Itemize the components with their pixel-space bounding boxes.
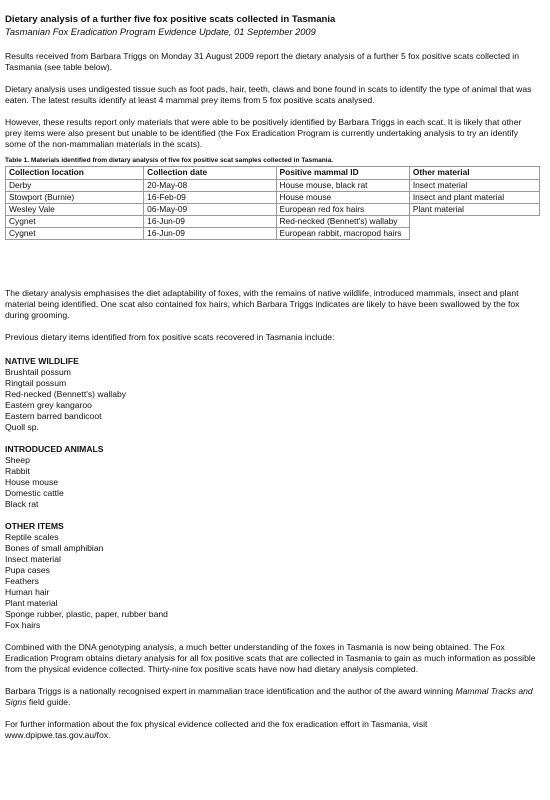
cell-date: 16-Jun-09: [144, 216, 276, 228]
header-collection-location: Collection location: [6, 167, 144, 180]
list-item: Feathers: [5, 576, 39, 586]
table-header-row: [6, 167, 540, 180]
closing-paragraph-3: [5, 719, 540, 741]
list-item: Sponge rubber, plastic, paper, rubber band: [5, 609, 168, 619]
body-paragraph-2: Previous dietary items identified from fox positive scats recovered in Tasmania include:: [5, 332, 335, 342]
table-row: [6, 228, 540, 240]
cell-location: Cygnet: [6, 228, 144, 240]
cell-location: Derby: [6, 180, 144, 192]
document-subtitle: Tasmanian Fox Eradication Program Evidence Update, 01 September 2009: [5, 27, 316, 37]
intro-paragraph-1: Results received from Barbara Triggs on Monday 31 August 2009 report the dietary analysis of a further 5 fox positive scats collected in Tasmania (see table below).: [5, 51, 519, 72]
results-table: [5, 166, 540, 240]
list-item: Reptile scales: [5, 532, 59, 542]
list-item: Pupa cases: [5, 565, 50, 575]
closing-paragraph-1: Combined with the DNA genotyping analysis, a much better understanding of the foxes in Tasmania is now being obtained. The Fox Eradication Program obtains dietary analysis for all fox positive scats that are collected in Tasmania to gain as much information as possible from the physical evidence collected. Thirty-nine fox positive scats have now had dietary analysis completed.: [5, 642, 536, 674]
closing-text-pre: Barbara Triggs is a nationally recognised expert in mammalian trace identification and the author of the award winning: [5, 686, 456, 696]
website-link[interactable]: www.dpipwe.tas.gov.au/fox.: [5, 730, 111, 740]
table-row: [6, 204, 540, 216]
list-item: Eastern barred bandicoot: [5, 411, 102, 421]
list-item: Black rat: [5, 499, 39, 509]
closing-paragraph-2: [5, 686, 540, 708]
cell-date: 20-May-08: [144, 180, 276, 192]
cell-date: 16-Jun-09: [144, 228, 276, 240]
cell-other-material: [409, 216, 539, 228]
cell-mammal-id: Red-necked (Bennett's) wallaby: [276, 216, 409, 228]
header-other-material: Other material: [409, 167, 539, 180]
cell-mammal-id: House mouse, black rat: [276, 180, 409, 192]
table-caption: Table 1. Materials identified from dietary analysis of five fox positive scat samples collected in Tasmania.: [5, 157, 334, 164]
cell-location: Cygnet: [6, 216, 144, 228]
list-item: Red-necked (Bennett's) wallaby: [5, 389, 127, 399]
cell-mammal-id: House mouse: [276, 192, 409, 204]
introduced-animals-list: [5, 455, 540, 510]
list-item: Quoll sp.: [5, 422, 39, 432]
list-item: Sheep: [5, 455, 30, 465]
list-item: Human hair: [5, 587, 50, 597]
intro-paragraph-3: However, these results report only materials that were able to be positively identified by Barbara Triggs in each scat. It is likely that other prey items were also present but unable to be identified (the Fox Eradication Program is currently undertaking analysis to try an identify some of the non-mammalian materials in the scats).: [5, 117, 522, 149]
list-item: Eastern grey kangaroo: [5, 400, 92, 410]
list-item: Plant material: [5, 598, 58, 608]
native-wildlife-list: [5, 367, 540, 433]
cell-location: Wesley Vale: [6, 204, 144, 216]
book-title: Mammal Tracks and Signs: [5, 686, 533, 707]
header-collection-date: Collection date: [144, 167, 276, 180]
list-item: Ringtail possum: [5, 378, 67, 388]
list-item: Insect material: [5, 554, 61, 564]
intro-paragraph-2: Dietary analysis uses undigested tissue such as foot pads, hair, teeth, claws and bone found in scats to identify the type of animal that was eaten. The latest results identify at least 4 mammal prey items from 5 fox positive scats analysed.: [5, 84, 532, 105]
cell-date: 16-Feb-09: [144, 192, 276, 204]
cell-mammal-id: European rabbit, macropod hairs: [276, 228, 409, 240]
cell-date: 06-May-09: [144, 204, 276, 216]
list-item: Domestic cattle: [5, 488, 64, 498]
other-items-list: [5, 532, 540, 631]
cell-other-material: [409, 228, 539, 240]
header-positive-mammal-id: Positive mammal ID: [276, 167, 409, 180]
cell-other-material: Insect material: [409, 180, 539, 192]
list-item: Rabbit: [5, 466, 30, 476]
cell-other-material: Plant material: [409, 204, 539, 216]
document-title: Dietary analysis of a further five fox positive scats collected in Tasmania: [5, 14, 336, 25]
table-row: [6, 180, 540, 192]
cell-location: Stowport (Burnie): [6, 192, 144, 204]
further-info-text: For further information about the fox physical evidence collected and the fox eradication effort in Tasmania, visit: [5, 719, 428, 729]
introduced-animals-heading: INTRODUCED ANIMALS: [5, 444, 104, 454]
list-item: House mouse: [5, 477, 59, 487]
table-row: [6, 192, 540, 204]
closing-text-post: field guide.: [26, 697, 71, 707]
other-items-heading: OTHER ITEMS: [5, 521, 64, 531]
table-row: [6, 216, 540, 228]
native-wildlife-heading: NATIVE WILDLIFE: [5, 356, 79, 366]
cell-other-material: Insect and plant material: [409, 192, 539, 204]
list-item: Bones of small amphibian: [5, 543, 104, 553]
list-item: Brushtail possum: [5, 367, 71, 377]
cell-mammal-id: European red fox hairs: [276, 204, 409, 216]
body-paragraph-1: The dietary analysis emphasises the diet adaptability of foxes, with the remains of native wildlife, introduced mammals, insect and plant material being identified. One scat also contained fox hairs, which Barbara Triggs indicates are likely to have been swallowed by the fox during grooming.: [5, 288, 520, 320]
list-item: Fox hairs: [5, 620, 41, 630]
